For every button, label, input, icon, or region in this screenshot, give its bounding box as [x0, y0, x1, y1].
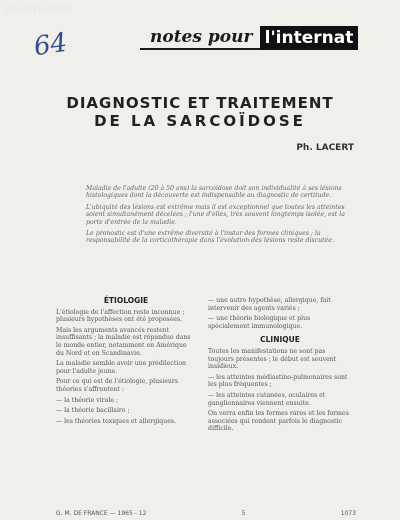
body-paragraph: — les atteintes cutanées, oculaires et ganglionnaires viennent ensuite.: [208, 391, 326, 407]
page-footer: [56, 510, 356, 517]
watermark: Le-livre.com: [4, 2, 72, 15]
list-item: — la théorie bacillaire ;: [56, 407, 130, 415]
list-item: — la théorie virale ;: [56, 396, 119, 404]
body-paragraph: — une théorie biologique et plus spécialement immunologique.: [208, 315, 311, 330]
banner-left-label: notes pour: [140, 26, 260, 50]
footer-center: 5: [241, 510, 246, 517]
title-line-2: DE LA SARCOÏDOSE: [94, 112, 306, 130]
right-column: [208, 297, 352, 436]
intro-block: [86, 185, 356, 249]
section-heading-etiologie: ÉTIOLOGIE: [103, 296, 149, 305]
body-paragraph: La maladie semble avoir une prédilection pour l'adulte jeune.: [56, 360, 187, 375]
handwritten-note: 64: [32, 27, 70, 63]
intro-paragraph: L'ubiquité des lésions est extrême mais il est exceptionnel que toutes les atteintes soient simultanément décelées ; l'une d'elles, très souvent longtemps isolée, est la porte d'entrée de la maladie.: [86, 203, 345, 226]
body-paragraph: — les atteintes médiastino-pulmonaires sont les plus fréquentes ;: [208, 373, 348, 389]
title-line-1: DIAGNOSTIC ET TRAITEMENT: [66, 94, 334, 112]
page-number: 1073: [340, 510, 356, 517]
author: Ph. LACERT: [296, 143, 354, 153]
body-paragraph: On verra enfin les formes rares et les formes associées qui rendent parfois le diagnostic difficile.: [208, 410, 349, 433]
body-paragraph: L'étiologie de l'affection reste inconnue ; plusieurs hypothèses ont été proposées.: [56, 308, 185, 324]
left-column: [56, 297, 196, 428]
list-item: — les théories toxiques et allergiques.: [56, 417, 177, 425]
body-paragraph: Pour ce qui est de l'étiologie, plusieurs théories s'affrontent :: [56, 378, 179, 393]
section-banner: [140, 26, 358, 50]
body-paragraph: Mais les arguments avancés restent insuffisants ; la maladie est répandue dans le monde entier, notamment en Amérique du Nord et en Scandinavie.: [56, 326, 191, 357]
footer-journal: G. M. DE FRANCE — 1965 - 12: [56, 510, 147, 517]
body-paragraph: — une autre hypothèse, allergique, fait intervenir des agents variés ;: [208, 297, 331, 312]
banner-right-label: l'internat: [260, 26, 358, 50]
body-paragraph: Toutes les manifestations ne sont pas toujours présentes ; le début est souvent insidieux.: [208, 347, 337, 371]
intro-paragraph: Maladie de l'adulte (20 à 50 ans) la sarcoïdose doit son individualité à ses lésions histologiques dont la découverte est indispensable au diagnostic de certitude.: [86, 185, 342, 200]
intro-paragraph: Le pronostic est d'une extrême diversité à l'instar des formes cliniques ; la responsabilité de la corticothérapie dans l'évolution des lésions reste discutée.: [86, 230, 334, 245]
section-heading-clinique: CLINIQUE: [260, 335, 300, 345]
